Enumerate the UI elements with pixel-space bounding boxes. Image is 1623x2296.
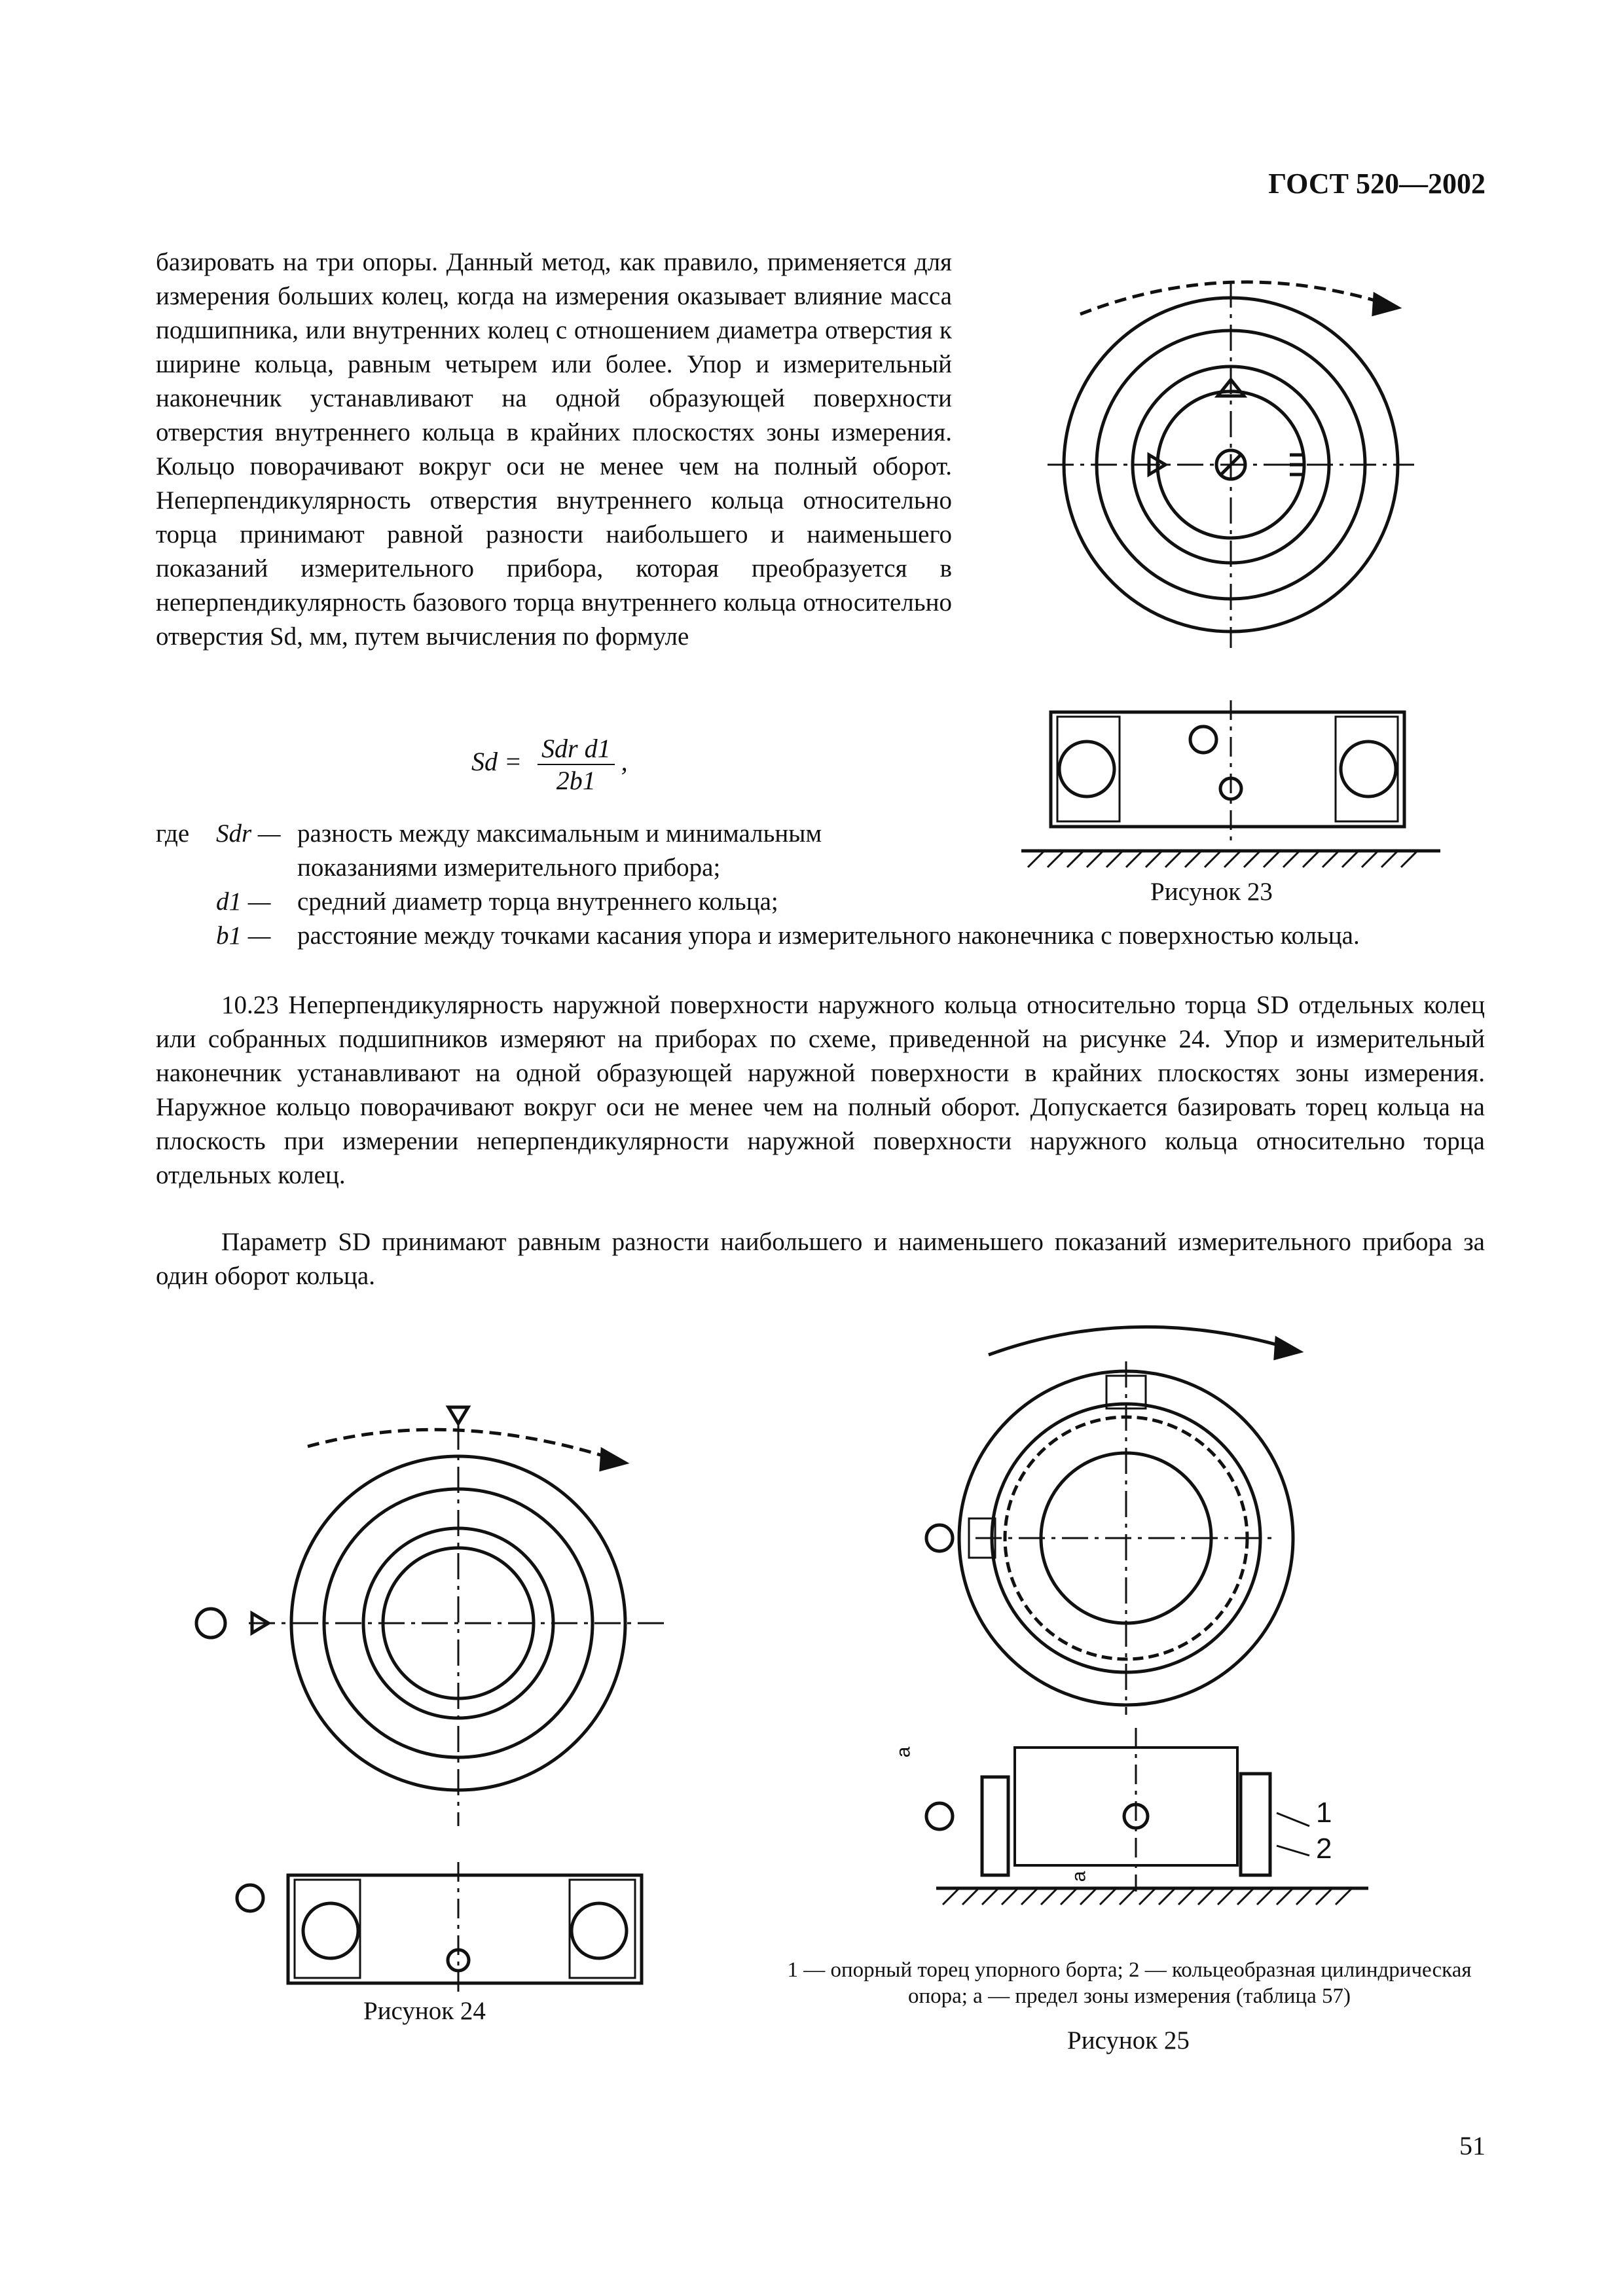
formula-fraction <box>538 733 615 796</box>
definition-symbol: Sdr — <box>216 819 281 848</box>
figure-25-drawing <box>910 1302 1408 1957</box>
definition-symbol: d1 — <box>216 888 271 916</box>
figure-25-label-1: 1 <box>1316 1797 1332 1829</box>
formula-lhs: Sd = <box>471 747 522 777</box>
left-column-paragraph: базировать на три опоры. Данный метод, как правило, применяется для измерения больших колец, когда на измерения оказывает влияние масса подшипника, или внутренних колец с отношением диаметра отверстия к ширине кольца, равным четырем или более. Упор и измерительный наконечник устанавливают на одной образующей поверхности отверстия внутреннего кольца в крайних плоскостях зоны измерения. Кольцо поворачивают вокруг оси не менее чем на полный оборот. Неперпендикулярность отверстия внутреннего кольца относительно торца принимают равной разности наибольшего и наименьшего показаний измерительного прибора, которая преобразуется в неперпендикулярность базового торца внутреннего кольца относительно отверстия Sd, мм, путем вычисления по формуле <box>156 248 952 651</box>
parameter-paragraph: Параметр SD принимают равным разности наибольшего и наименьшего показаний измерительного прибора за один оборот кольца. <box>156 1228 1485 1290</box>
section-10-23-paragraph: 10.23 Неперпендикулярность наружной поверхности наружного кольца относительно торца SD отдельных колец или собранных подшипников измеряют на приборах по схеме, приведенной на рисунке 24. Упор и измерительный наконечник устанавливают на одной образующей наружной поверхности в крайних плоскостях зоны измерения. Наружное кольцо поворачивают вокруг оси не менее чем на полный оборот. Допускается базировать торец кольца на плоскость при измерении неперпендикулярности наружной поверхности наружного кольца относительно торца отдельных колец. <box>156 991 1485 1189</box>
figure-23-drawing <box>1021 242 1440 870</box>
formula-numerator: Sdr d1 <box>538 733 615 765</box>
figure-24-drawing <box>170 1394 694 1996</box>
definition-text: расстояние между точками касания упора и измерительного наконечника с поверхностью кольца. <box>297 922 1360 950</box>
formula-trail: , <box>621 747 628 777</box>
formula-denominator: 2b1 <box>556 766 596 795</box>
definition-symbol: b1 — <box>216 922 271 950</box>
formula-sd <box>471 733 628 796</box>
figure-25-caption: Рисунок 25 <box>1067 2026 1190 2054</box>
document-code: ГОСТ 520—2002 <box>1268 168 1486 200</box>
figure-25-label-a-center: a <box>1068 1871 1090 1882</box>
figure-25-legend: 1 — опорный торец упорного борта; 2 — кольцеобразная цилиндрическая опора; a — предел зоны измерения (таблица 57) <box>787 1958 1472 2008</box>
figure-24-caption: Рисунок 24 <box>363 1997 486 2025</box>
figure-25-label-a-left: a <box>892 1746 915 1758</box>
page-number: 51 <box>1459 2131 1486 2161</box>
definitions-lead: где <box>156 819 190 848</box>
figure-23-caption: Рисунок 23 <box>1150 878 1273 906</box>
definition-text: средний диаметр торца внутреннего кольца; <box>297 888 778 916</box>
definition-text: разность между максимальным и минимальным показаниями измерительного прибора; <box>297 819 822 882</box>
figure-25-label-2: 2 <box>1316 1833 1332 1865</box>
